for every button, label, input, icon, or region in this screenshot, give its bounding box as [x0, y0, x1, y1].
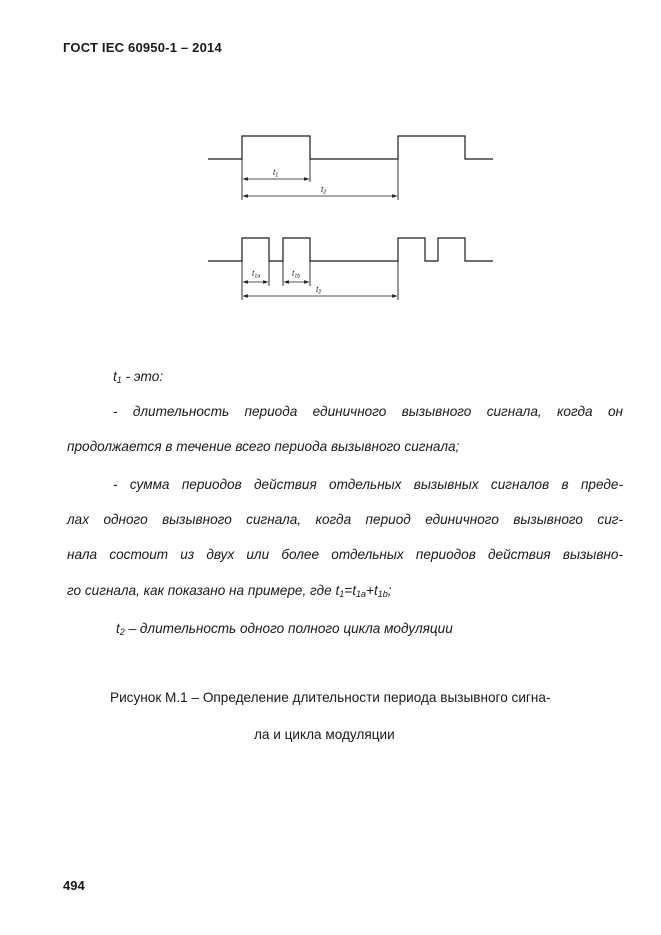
waveform-split-pulses	[208, 238, 493, 261]
figure-caption-line1: Рисунок М.1 – Определение длительности периода вызывного сигна-	[110, 690, 551, 705]
page-number: 494	[63, 878, 85, 893]
formula: $t_1=t_{1a}+t_{1b}$;	[335, 583, 392, 599]
item2-line3: нала состоит из двух или более отдельных периодов действия вызывно-	[67, 547, 623, 562]
waveform-single-pulse	[208, 136, 493, 159]
label-t1b: t1b	[292, 269, 301, 280]
figure-caption-line2: ла и цикла модуляции	[254, 727, 395, 742]
ringing-signal-diagram	[0, 0, 661, 330]
item2-line1: - сумма периодов действия отдельных вызывных сигналов в преде-	[113, 477, 623, 492]
definition-t1: $t_1$ - это:	[113, 369, 164, 385]
label-t1a: t1a	[252, 269, 261, 280]
item1-line1: - длительность периода единичного вызывного сигнала, когда он	[113, 404, 623, 419]
definition-t2: $t_2$ – длительность одного полного цикла модуляции	[116, 621, 453, 637]
document-header: ГОСТ IEC 60950-1 – 2014	[63, 40, 222, 55]
item1-line2: продолжается в течение всего периода вызывного сигнала;	[67, 439, 460, 454]
label-t1: t1	[273, 168, 279, 179]
item2-line2: лах одного вызывного сигнала, когда период единичного вызывного сиг-	[67, 512, 623, 527]
label-t2: t2	[321, 185, 327, 196]
label-t2: t2	[316, 285, 322, 296]
item2-line4: го сигнала, как показано на примере, где $t_1=t_{1a}+t_{1b}$;	[67, 583, 392, 599]
